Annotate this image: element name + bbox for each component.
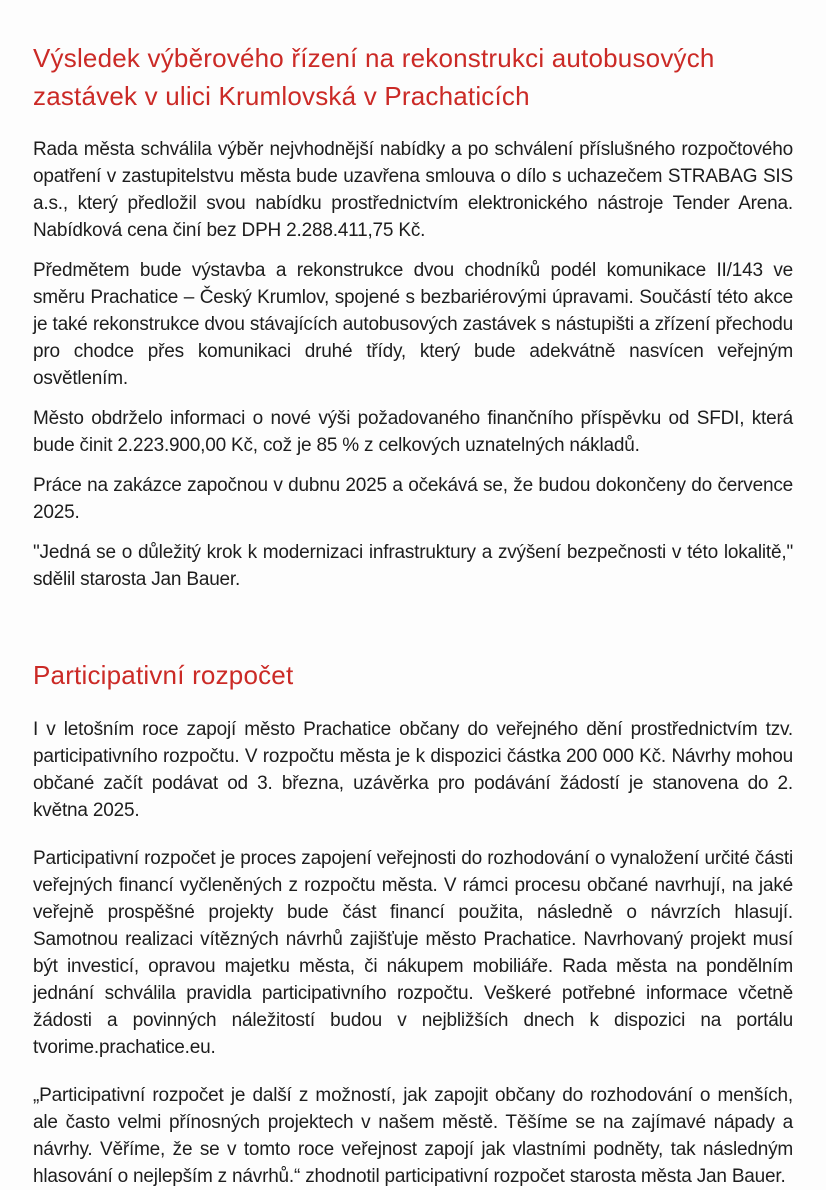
budget-paragraph-quote: „Participativní rozpočet je další z možností, jak zapojit občany do rozhodování o menších, ale často velmi přínosných projektech v našem městě. Těšíme se na zajímavé nápady a návrhy. Věříme, že se v tomto roce veřejnost zapojí jak vlastními podněty, tak následným hlasování o nejlepším z návrhů.“ zhodnotil participativní rozpočet starosta města Jan Bauer. (33, 1085, 793, 1188)
article-tender-title: Výsledek výběrového řízení na rekonstrukci autobusových zastávek v ulici Krumlovská v Prachaticích (33, 43, 715, 111)
tender-paragraph-contract: Rada města schválila výběr nejvhodnější nabídky a po schválení příslušného rozpočtového opatření v zastupitelstvu města bude uzavřena smlouva o dílo s uchazečem STRABAG SIS a.s., který předložil svou nabídku prostřednictvím elektronického nástroje Tender Arena. Nabídková cena činí bez DPH 2.288.411,75 Kč. (33, 139, 793, 242)
tender-paragraph-funding: Město obdrželo informaci o nové výši požadovaného finančního příspěvku od SFDI, která bude činit 2.223.900,00 Kč, což je 85 % z celkových uznatelných nákladů. (33, 408, 793, 457)
article-tender-result (33, 40, 793, 593)
budget-paragraph-announcement: I v letošním roce zapojí město Prachatice občany do veřejného dění prostřednictvím tzv. participativního rozpočtu. V rozpočtu města je k dispozici částka 200 000 Kč. Návrhy mohou občané začít podávat od 3. března, uzávěrka pro podávání žádostí je stanovena do 2. května 2025. (33, 719, 793, 822)
tender-paragraph-schedule: Práce na zakázce započnou v dubnu 2025 a očekává se, že budou dokončeny do července 2025. (33, 475, 793, 524)
tender-paragraph-quote: "Jedná se o důležitý krok k modernizaci infrastruktury a zvýšení bezpečnosti v této lokalitě," sdělil starosta Jan Bauer. (33, 542, 793, 591)
budget-paragraph-process: Participativní rozpočet je proces zapojení veřejnosti do rozhodování o vynaložení určité části veřejných financí vyčleněných z rozpočtu města. V rámci procesu občané navrhují, na jaké veřejně prospěšné projekty bude část financí použita, následně o návrzích hlasují. Samotnou realizaci vítězných návrhů zajišťuje město Prachatice. Navrhovaný projekt musí být investicí, opravou majetku města, či nákupem mobiliáře. Rada města na pondělním jednání schválila pravidla participativního rozpočtu. Veškeré potřebné informace včetně žádosti a povinných náležitostí budou v nejbližších dnech k dispozici na portálu tvorime.prachatice.eu. (33, 848, 793, 1059)
tender-paragraph-scope: Předmětem bude výstavba a rekonstrukce dvou chodníků podél komunikace II/143 ve směru Prachatice – Český Krumlov, spojené s bezbariérovými úpravami. Součástí této akce je také rekonstrukce dvou stávajících autobusových zastávek s nástupišti a zřízení přechodu pro chodce přes komunikaci druhé třídy, který bude adekvátně nasvícen veřejným osvětlením. (33, 260, 793, 390)
article-participatory-budget (33, 657, 793, 1190)
article-budget-title: Participativní rozpočet (33, 660, 294, 691)
